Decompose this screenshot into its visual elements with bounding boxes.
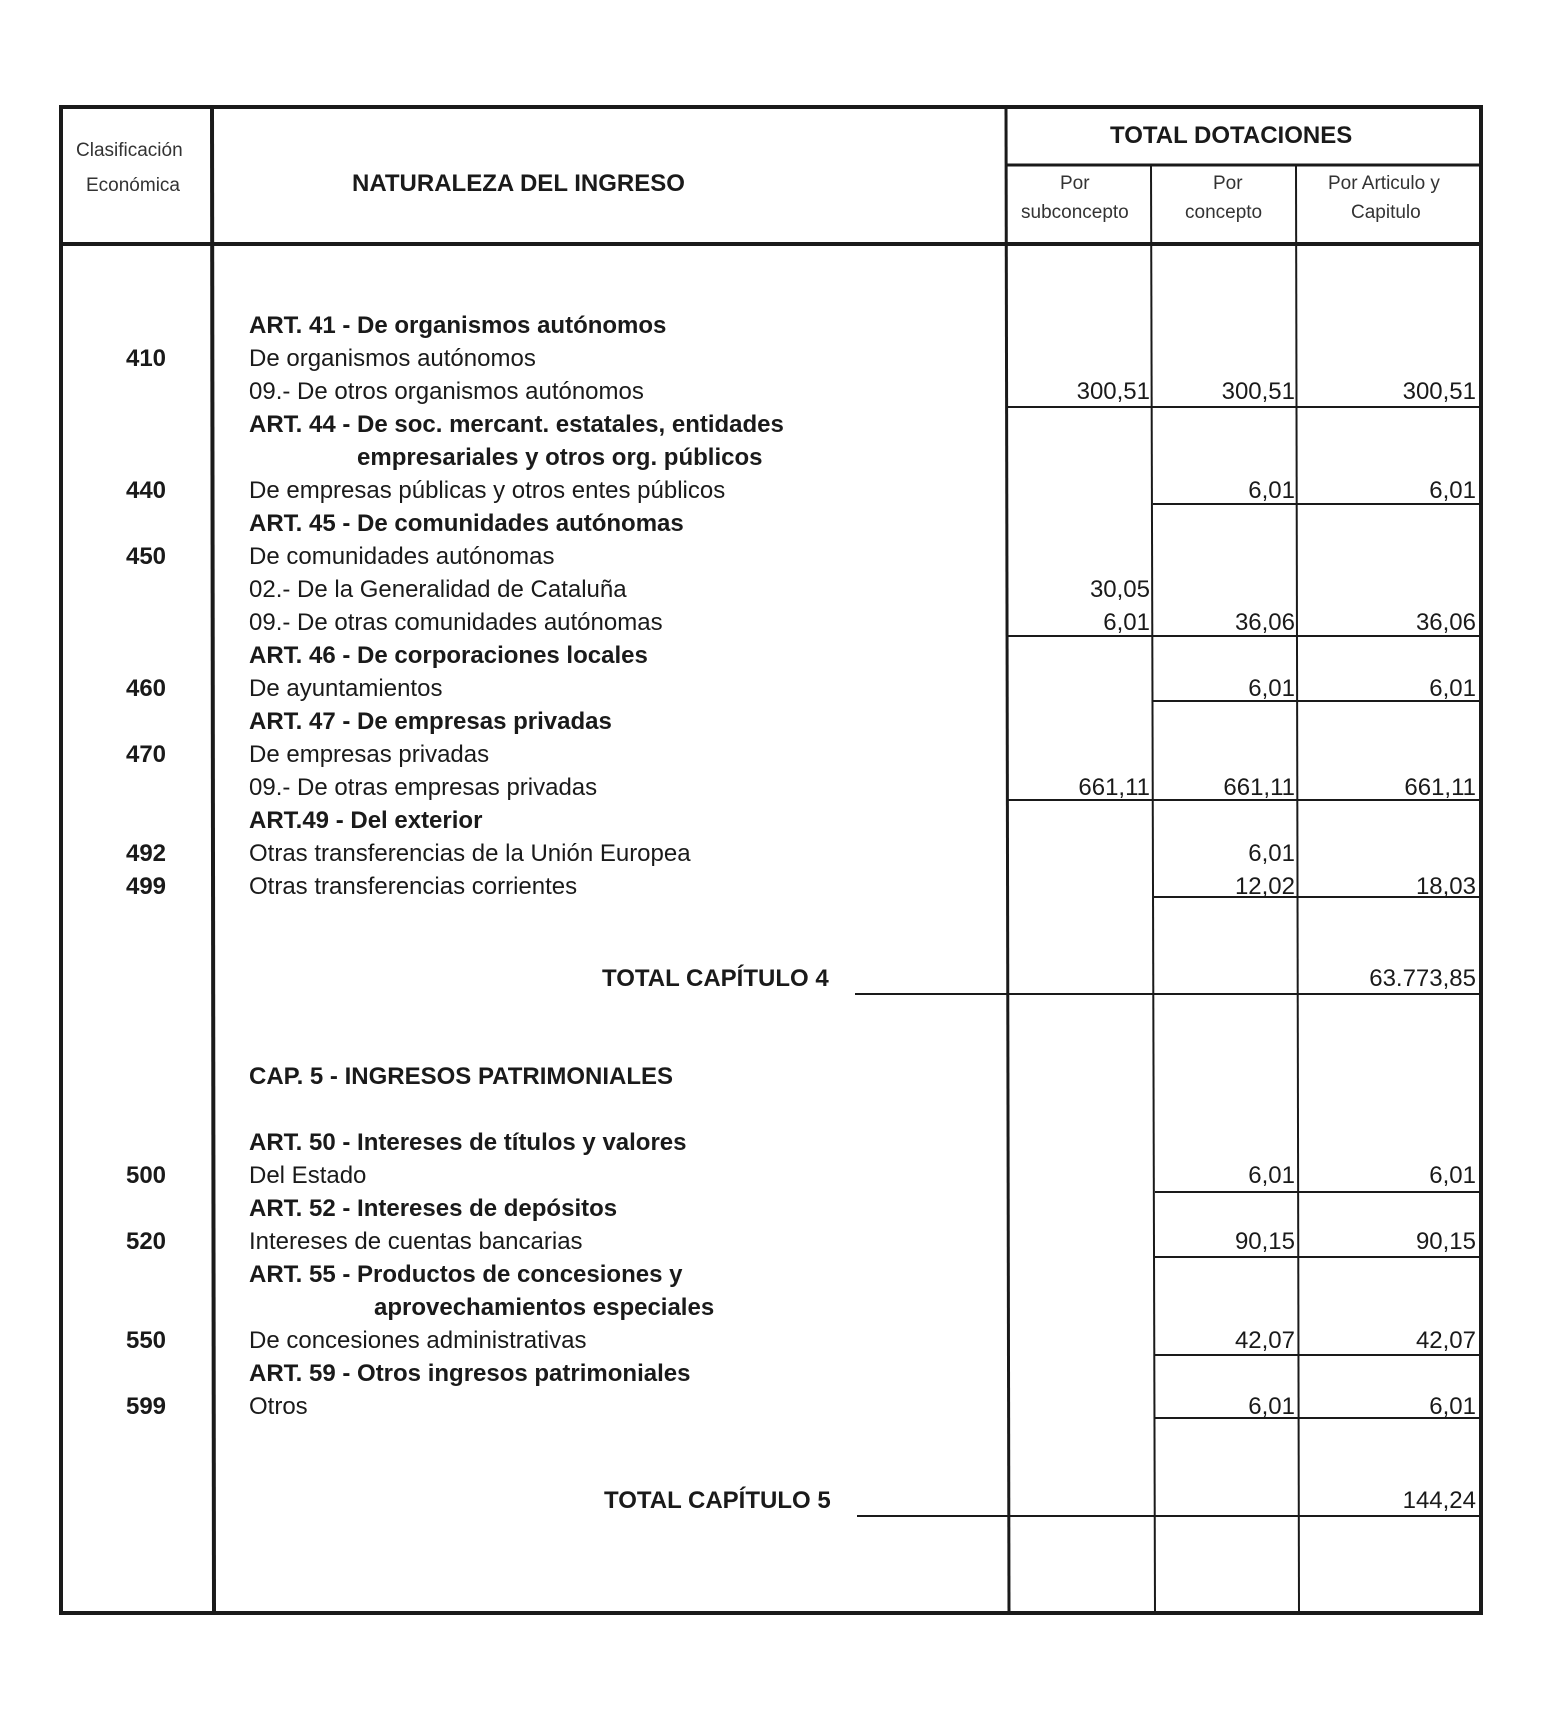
header-clasificacion-line1: Clasificación bbox=[76, 140, 183, 161]
row-heading: ART. 41 - De organismos autónomos bbox=[249, 312, 667, 339]
row-value-con: 661,11 bbox=[1223, 774, 1295, 801]
header-naturaleza: NATURALEZA DEL INGRESO bbox=[352, 170, 685, 197]
header-concepto-line2: concepto bbox=[1185, 202, 1263, 223]
row-description: Otras transferencias corrientes bbox=[249, 873, 578, 900]
row-value-con: 42,07 bbox=[1234, 1327, 1295, 1354]
row-value-art: 6,01 bbox=[1429, 1393, 1476, 1420]
header-total-dotaciones: TOTAL DOTACIONES bbox=[1110, 122, 1353, 149]
row-code: 450 bbox=[125, 543, 167, 570]
row-code: 500 bbox=[125, 1162, 167, 1189]
row-value-sub: 30,05 bbox=[1089, 576, 1150, 603]
row-description: Intereses de cuentas bancarias bbox=[249, 1228, 583, 1255]
row-code: 520 bbox=[125, 1228, 167, 1255]
row-description: De empresas privadas bbox=[249, 741, 490, 768]
row-description: 02.- De la Generalidad de Cataluña bbox=[249, 576, 627, 603]
row-description: 09.- De otras empresas privadas bbox=[249, 774, 598, 801]
row-value-con: 300,51 bbox=[1221, 378, 1295, 405]
row-value-con: 6,01 bbox=[1248, 840, 1295, 867]
total-capitulo-5-value: 144,24 bbox=[1402, 1487, 1476, 1514]
row-value-art: 90,15 bbox=[1415, 1228, 1476, 1255]
row-heading: CAP. 5 - INGRESOS PATRIMONIALES bbox=[249, 1063, 674, 1090]
row-code: 460 bbox=[125, 675, 167, 702]
row-heading: ART.49 - Del exterior bbox=[249, 807, 483, 834]
row-description: De concesiones administrativas bbox=[249, 1327, 587, 1354]
row-value-art: 18,03 bbox=[1415, 873, 1476, 900]
row-code: 470 bbox=[125, 741, 167, 768]
row-code: 550 bbox=[125, 1327, 167, 1354]
header-articulo-line2: Capitulo bbox=[1351, 202, 1421, 223]
row-description: De ayuntamientos bbox=[249, 675, 443, 702]
row-heading: empresariales y otros org. públicos bbox=[357, 444, 763, 471]
header-subconcepto-line1: Por bbox=[1060, 173, 1090, 194]
row-value-art: 36,06 bbox=[1415, 609, 1476, 636]
row-code: 492 bbox=[125, 840, 167, 867]
total-capitulo-5-label: TOTAL CAPÍTULO 5 bbox=[604, 1487, 831, 1514]
row-description: De empresas públicas y otros entes públicos bbox=[249, 477, 726, 504]
row-description: 09.- De otros organismos autónomos bbox=[249, 378, 644, 405]
row-code: 410 bbox=[125, 345, 167, 372]
row-value-con: 6,01 bbox=[1248, 1162, 1295, 1189]
total-capitulo-4-value: 63.773,85 bbox=[1369, 965, 1476, 992]
row-code: 499 bbox=[125, 873, 167, 900]
row-description: De organismos autónomos bbox=[249, 345, 536, 372]
row-description: 09.- De otras comunidades autónomas bbox=[249, 609, 663, 636]
row-heading: ART. 45 - De comunidades autónomas bbox=[249, 510, 684, 537]
header-concepto-line1: Por bbox=[1213, 173, 1243, 194]
row-value-art: 661,11 bbox=[1404, 774, 1476, 801]
row-value-art: 6,01 bbox=[1429, 675, 1476, 702]
row-heading: ART. 55 - Productos de concesiones y bbox=[249, 1261, 683, 1288]
row-heading: ART. 47 - De empresas privadas bbox=[249, 708, 612, 735]
row-heading: ART. 44 - De soc. mercant. estatales, entidades bbox=[249, 411, 784, 438]
row-heading: ART. 50 - Intereses de títulos y valores bbox=[249, 1129, 687, 1156]
row-value-con: 6,01 bbox=[1248, 675, 1295, 702]
row-value-sub: 661,11 bbox=[1078, 774, 1150, 801]
header-subconcepto-line2: subconcepto bbox=[1021, 202, 1129, 223]
row-value-sub: 6,01 bbox=[1103, 609, 1150, 636]
header-clasificacion-line2: Económica bbox=[86, 175, 180, 196]
row-value-art: 42,07 bbox=[1415, 1327, 1476, 1354]
row-value-con: 6,01 bbox=[1248, 1393, 1295, 1420]
row-code: 599 bbox=[125, 1393, 167, 1420]
row-value-art: 6,01 bbox=[1429, 477, 1476, 504]
row-value-con: 36,06 bbox=[1234, 609, 1295, 636]
row-description: Del Estado bbox=[249, 1162, 367, 1189]
row-description: Otras transferencias de la Unión Europea bbox=[249, 840, 691, 867]
row-value-sub: 300,51 bbox=[1076, 378, 1150, 405]
header-articulo-line1: Por Articulo y bbox=[1328, 173, 1440, 194]
row-value-con: 90,15 bbox=[1234, 1228, 1295, 1255]
row-heading: aprovechamientos especiales bbox=[374, 1294, 715, 1321]
row-heading: ART. 59 - Otros ingresos patrimoniales bbox=[249, 1360, 691, 1387]
row-value-art: 300,51 bbox=[1402, 378, 1476, 405]
row-description: Otros bbox=[249, 1393, 308, 1420]
row-value-con: 6,01 bbox=[1248, 477, 1295, 504]
row-code: 440 bbox=[125, 477, 167, 504]
total-capitulo-4-label: TOTAL CAPÍTULO 4 bbox=[602, 965, 829, 992]
row-heading: ART. 52 - Intereses de depósitos bbox=[249, 1195, 618, 1222]
row-heading: ART. 46 - De corporaciones locales bbox=[249, 642, 648, 669]
row-value-con: 12,02 bbox=[1234, 873, 1295, 900]
row-value-art: 6,01 bbox=[1429, 1162, 1476, 1189]
row-description: De comunidades autónomas bbox=[249, 543, 555, 570]
